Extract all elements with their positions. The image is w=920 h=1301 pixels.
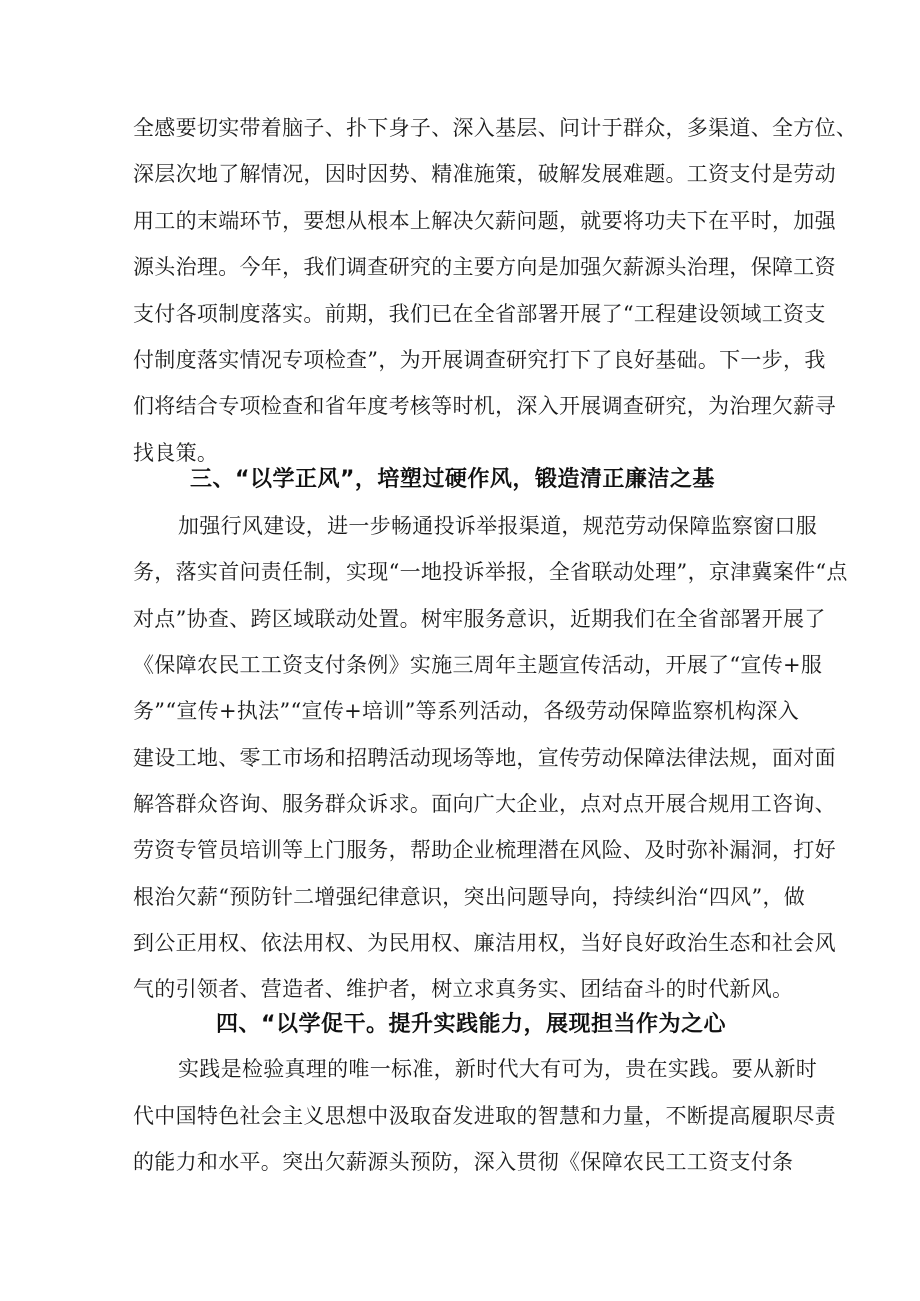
text-line: 解答群众咨询、服务群众诉求。面向广大企业，点对点开展合规用工咨询、 bbox=[133, 792, 836, 816]
text-line: 劳资专管员培训等上门服务，帮助企业梳理潜在风险、及时弥补漏洞，打好 bbox=[133, 838, 836, 862]
text-line: 加强行风建设，进一步畅通投诉举报渠道，规范劳动保障监察窗口服 bbox=[178, 514, 817, 538]
text-line: 付制度落实情况专项检查”，为开展调查研究打下了良好基础。下一步，我 bbox=[133, 348, 826, 372]
text-line: 务，落实首问责任制，实现“一地投诉举报，全省联动处理”，京津冀案件“点 bbox=[133, 560, 848, 584]
text-line: 的能力和水平。突出欠薪源头预防，深入贯彻《保障农民工工资支付条 bbox=[133, 1150, 794, 1174]
text-line: 实践是检验真理的唯一标准，新时代大有可为，贵在实践。要从新时 bbox=[178, 1057, 817, 1081]
text-line: 建设工地、零工市场和招聘活动现场等地，宣传劳动保障法律法规，面对面 bbox=[133, 746, 836, 770]
text-line: 找良策。 bbox=[133, 441, 219, 465]
section-heading-4: 四、“以学促干。提升实践能力，展现担当作为之心 bbox=[216, 1012, 726, 1037]
text-line: 《保障农民工工资支付条例》实施三周年主题宣传活动，开展了“宣传+服 bbox=[133, 653, 823, 677]
text-line: 到公正用权、依法用权、为民用权、廉洁用权，当好良好政治生态和社会风 bbox=[133, 931, 836, 955]
text-line: 用工的末端环节，要想从根本上解决欠薪问题，就要将功夫下在平时，加强 bbox=[133, 209, 836, 233]
text-line: 们将结合专项检查和省年度考核等时机，深入开展调查研究，为治理欠薪寻 bbox=[133, 394, 836, 418]
text-line: 支付各项制度落实。前期，我们已在全省部署开展了“工程建设领域工资支 bbox=[133, 302, 826, 326]
text-line: 气的引领者、营造者、维护者，树立求真务实、团结奋斗的时代新风。 bbox=[133, 977, 794, 1001]
section-heading-3: 三、“以学正风”，培塑过硬作风，锻造清正廉洁之基 bbox=[190, 467, 715, 492]
text-line: 源头治理。今年，我们调查研究的主要方向是加强欠薪源头治理，保障工资 bbox=[133, 255, 836, 279]
text-line: 根治欠薪“预防针二增强纪律意识，突出问题导向，持续纠治“四风”，做 bbox=[133, 885, 806, 909]
text-line: 全感要切实带着脑子、扑下身子、深入基层、问计于群众，多渠道、全方位、 bbox=[133, 116, 858, 140]
text-line: 对点”协查、跨区域联动处置。树牢服务意识，近期我们在全省部署开展了 bbox=[133, 607, 826, 631]
text-line: 务”“宣传+执法”“宣传+培训”等系列活动，各级劳动保障监察机构深入 bbox=[133, 699, 800, 723]
text-line: 深层次地了解情况，因时因势、精准施策，破解发展难题。工资支付是劳动 bbox=[133, 162, 836, 186]
text-line: 代中国特色社会主义思想中汲取奋发进取的智慧和力量，不断提高履职尽责 bbox=[133, 1104, 836, 1128]
